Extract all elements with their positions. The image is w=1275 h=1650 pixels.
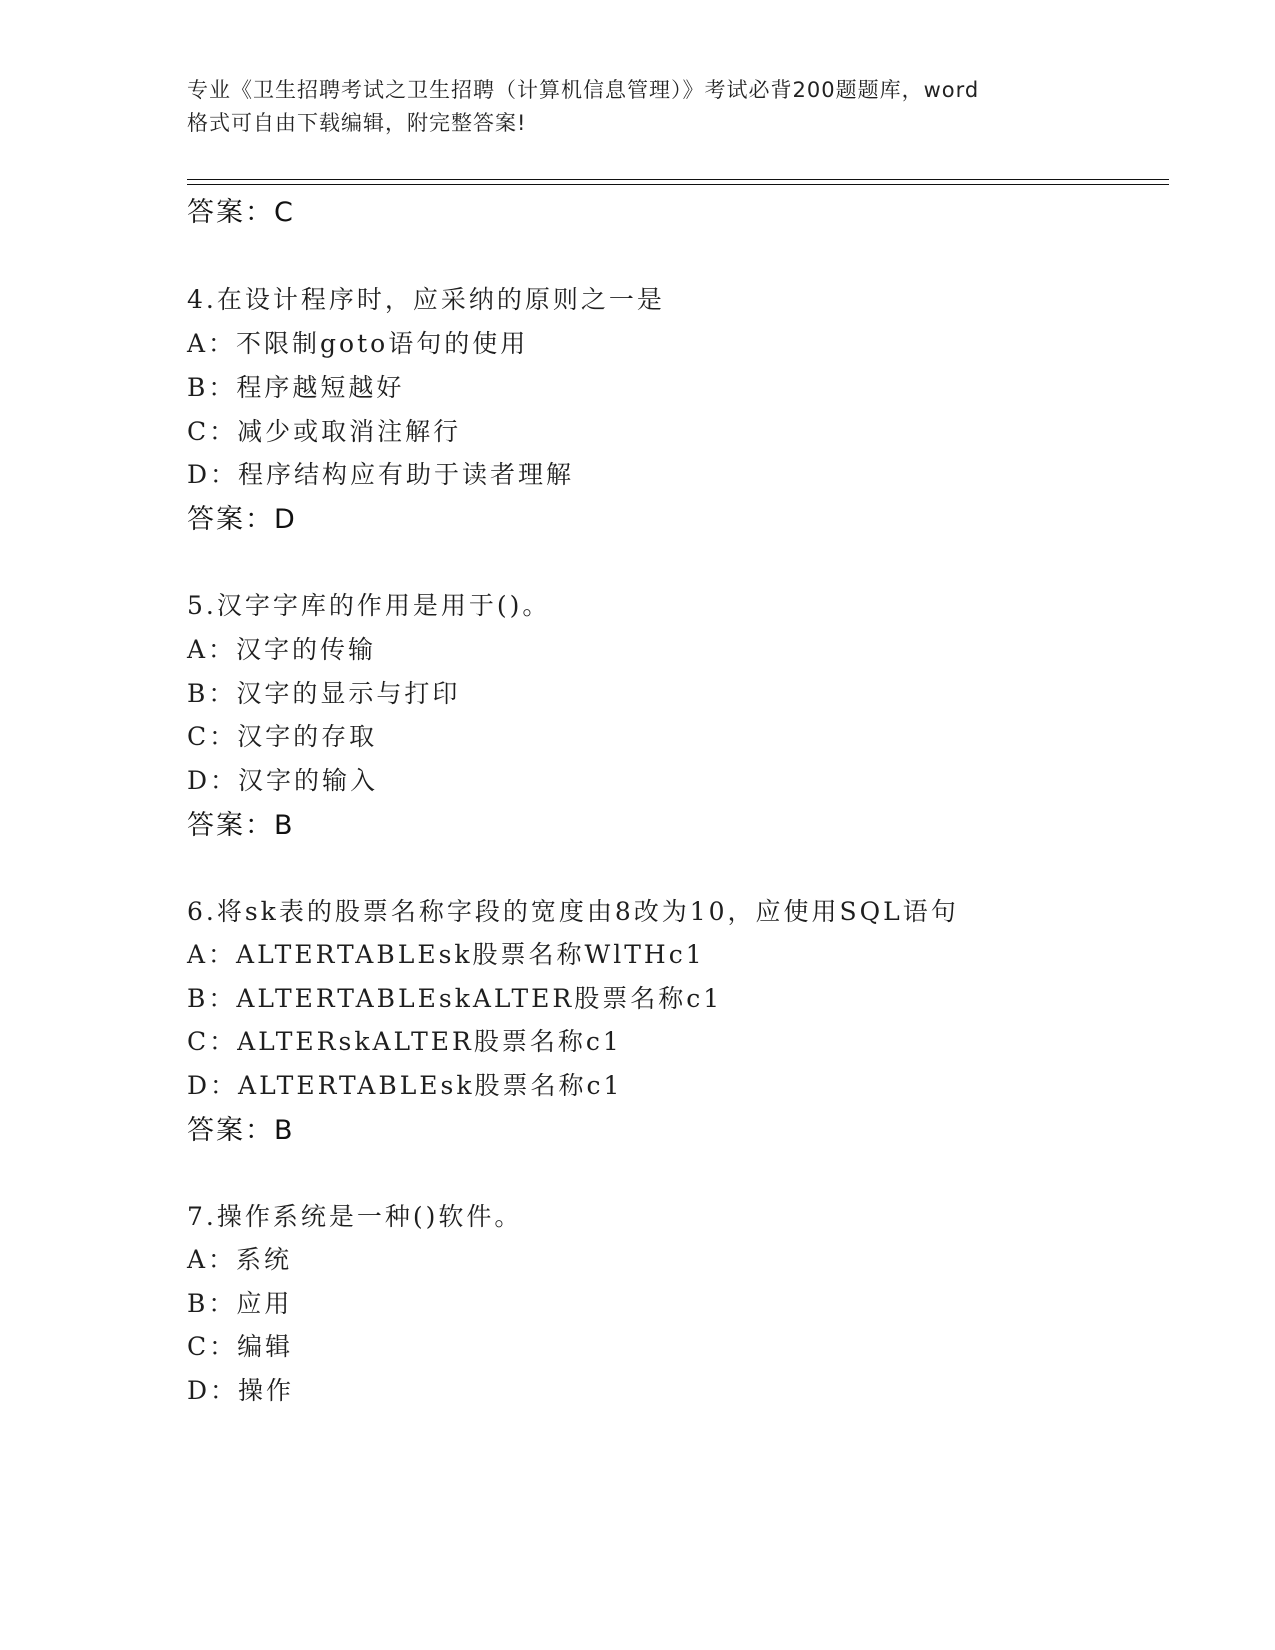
question-7-option-c: C：编辑 (187, 1332, 294, 1361)
answer-q5: 答案：B (187, 810, 295, 841)
question-4-stem: 4.在设计程序时，应采纳的原则之一是 (187, 285, 665, 314)
question-7-stem: 7.操作系统是一种()软件。 (187, 1202, 523, 1231)
question-4-option-b: B：程序越短越好 (187, 373, 405, 402)
header-divider-bottom (187, 184, 1169, 185)
question-6-option-a: A：ALTERTABLEsk股票名称WlTHc1 (187, 940, 705, 969)
answer-q4: 答案：D (187, 504, 297, 535)
question-7-option-b: B：应用 (187, 1289, 293, 1318)
question-5-option-b: B：汉字的显示与打印 (187, 679, 461, 708)
question-4-option-a: A：不限制goto语句的使用 (187, 329, 529, 358)
question-5-stem: 5.汉字字库的作用是用于()。 (187, 591, 551, 620)
document-header (187, 74, 1117, 140)
question-6-option-c: C：ALTERskALTER股票名称c1 (187, 1027, 622, 1056)
question-6-stem: 6.将sk表的股票名称字段的宽度由8改为10，应使用SQL语句 (187, 897, 959, 926)
question-7-option-a: A：系统 (187, 1245, 293, 1274)
header-divider-top (187, 179, 1169, 180)
answer-q6: 答案：B (187, 1115, 295, 1146)
header-title-line-1: 专业《卫生招聘考试之卫生招聘（计算机信息管理）》考试必背200题题库，word (187, 78, 980, 102)
question-4-option-d: D：程序结构应有助于读者理解 (187, 460, 575, 489)
question-5-option-d: D：汉字的输入 (187, 766, 379, 795)
question-6-option-b: B：ALTERTABLEskALTER股票名称c1 (187, 984, 723, 1013)
answer-q3: 答案：C (187, 197, 295, 228)
question-7-option-d: D：操作 (187, 1376, 295, 1405)
header-title-line-2: 格式可自由下载编辑，附完整答案! (187, 111, 527, 135)
question-4-option-c: C：减少或取消注解行 (187, 417, 462, 446)
question-5-option-a: A：汉字的传输 (187, 635, 377, 664)
question-5-option-c: C：汉字的存取 (187, 722, 378, 751)
question-6-option-d: D：ALTERTABLEsk股票名称c1 (187, 1071, 623, 1100)
